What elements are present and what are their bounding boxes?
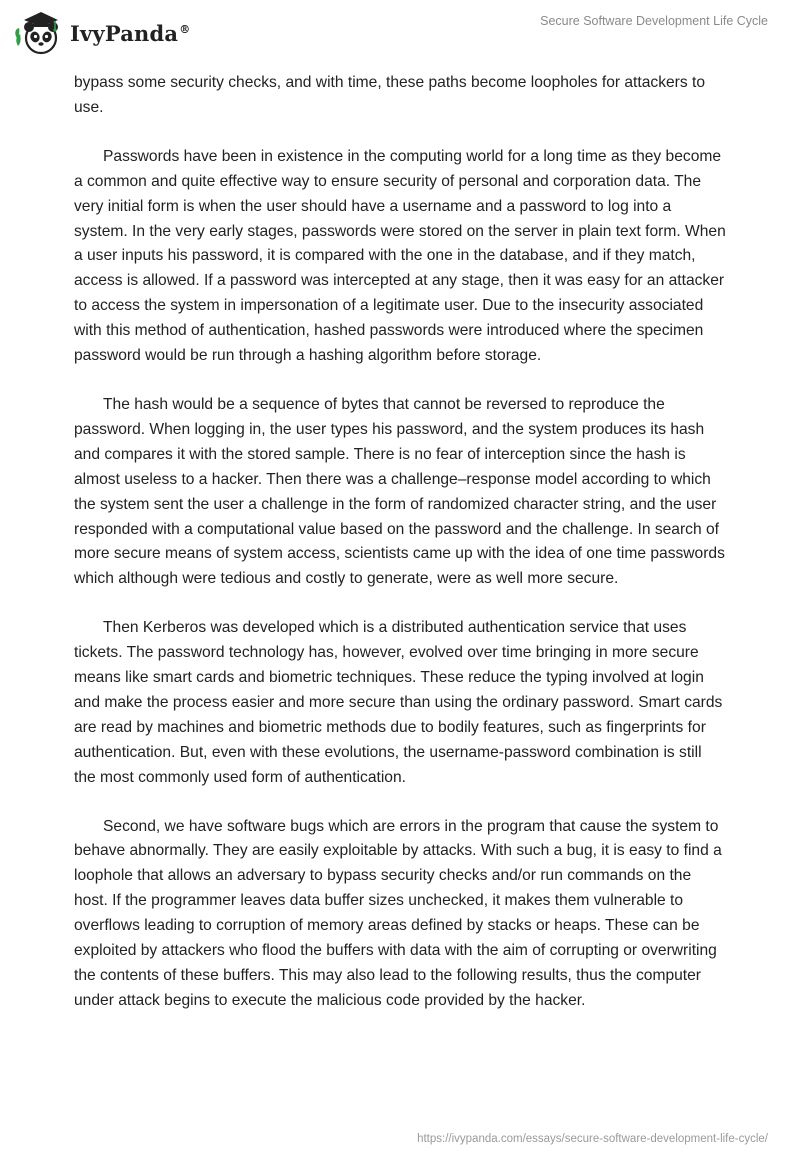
paragraph-continuation: bypass some security checks, and with time, these paths become loopholes for attackers to use. — [74, 74, 705, 116]
logo-name: IvyPanda — [70, 20, 179, 46]
page-header — [0, 0, 800, 70]
panda-graduate-icon — [14, 8, 66, 58]
paragraph-kerberos: Then Kerberos was developed which is a distributed authentication service that uses tickets. The password technology has, however, evolved over time bringing in more secure means like smart cards and biometric techniques. These reduce the typing involved at login and make the process easier and more secure than using the ordinary password. Smart cards are read by machines and biometric methods due to bodily features, such as fingerprints for authentication. But, even with these evolutions, the username-password combination is still the most commonly used form of authentication. — [74, 619, 723, 786]
paragraph-hash: The hash would be a sequence of bytes that cannot be reversed to reproduce the password. When logging in, the user types his password, and the system produces its hash and compares it with the stored sample. There is no fear of interception since the hash is almost useless to a hacker. Then there was a challenge–response model according to which the system sent the user a challenge in the form of randomized character string, and the user responded with a computational value based on the password and the challenge. In search of more secure means of system access, scientists came up with the idea of one time passwords which although were tedious and costly to generate, were as well more secure. — [74, 395, 725, 588]
paragraph-software-bugs: Second, we have software bugs which are errors in the program that cause the system to behave abnormally. They are easily exploitable by attacks. With such a bug, it is easy to find a loophole that allows an adversary to bypass security checks and/or run commands on the host. If the programmer leaves data buffer sizes unchecked, it makes them vulnerable to overflows leading to corruption of memory areas defined by stacks or heaps. These can be exploited by attackers who flood the buffers with data with the aim of corrupting or overwriting the contents of these buffers. This may also lead to the following results, thus the computer under attack begins to execute the malicious code provided by the hacker. — [74, 817, 722, 1009]
logo-wordmark — [70, 21, 190, 46]
document-title: Secure Software Development Life Cycle — [540, 14, 768, 28]
source-url-link[interactable]: https://ivypanda.com/essays/secure-software-development-life-cycle/ — [417, 1133, 768, 1145]
paragraph-passwords: Passwords have been in existence in the computing world for a long time as they become a common and quite effective way to ensure security of personal and corporation data. The very initial form is when the user should have a username and a password to log into a system. In the very early stages, passwords were stored on the server in plain text form. When a user inputs his password, it is compared with the one in the database, and if they match, access is allowed. If a password was intercepted at any stage, then it was easy for an attacker to access the system in impersonation of a legitimate user. Due to the insecurity associated with this method of authentication, hashed passwords were introduced where the specimen password would be run through a hashing algorithm before storage. — [74, 147, 726, 365]
essay-body — [74, 71, 726, 1038]
registered-mark: ® — [179, 22, 191, 36]
ivypanda-logo[interactable] — [14, 8, 190, 58]
